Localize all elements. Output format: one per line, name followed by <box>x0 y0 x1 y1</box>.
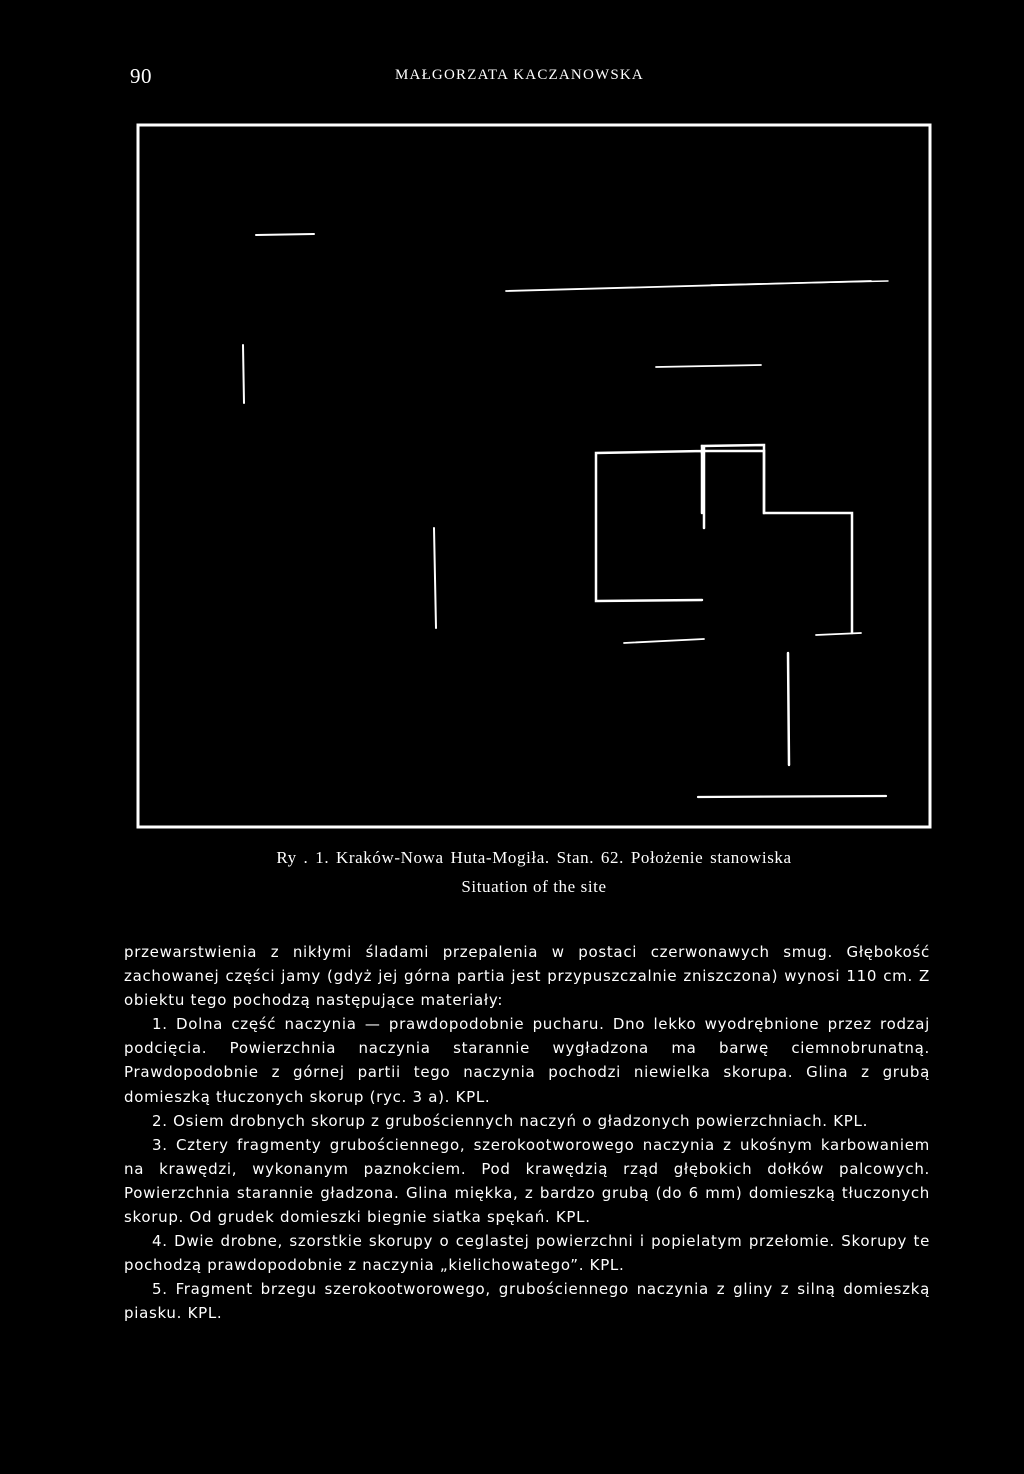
site-plan-drawing <box>136 123 932 829</box>
dash-bottom-right <box>698 796 886 797</box>
paragraph-item-2: 2. Osiem drobnych skorup z grubościennych naczyń o gładzonych powierzchniach. KPL. <box>152 1111 869 1130</box>
figure-caption-polish: Ry . 1. Kraków-Nowa Huta-Mogiła. Stan. 62. Położenie stanowiska <box>276 848 792 867</box>
page-header <box>0 64 1024 88</box>
frame <box>138 125 930 827</box>
paragraph-item-1: 1. Dolna część naczynia — prawdopodobnie pucharu. Dno lekko wyodrębnione przez rodzaj podcięcia. Powierzchnia naczynia starannie wygładzona ma barwę ciemnobrunatną. Prawdopodobnie z górnej partii tego naczynia pochodzi niewielka skorupa. Glina z grubą domieszką tłuczonych skorup (ryc. 3 a). KPL. <box>124 1015 930 1106</box>
vertical-lower-right <box>788 653 789 765</box>
dash-lower-1 <box>624 639 704 643</box>
dash-lower-2 <box>816 633 861 635</box>
dash-middle <box>656 365 761 367</box>
paragraph-item-4: 4. Dwie drobne, szorstkie skorupy o ceglastej powierzchni i popielatym przełomie. Skorupy te pochodzą prawdopodobnie z naczynia „kielichowatego”. KPL. <box>124 1232 930 1275</box>
vertical-middle <box>434 528 436 628</box>
vertical-left-short <box>243 345 244 403</box>
page-number: 90 <box>130 64 152 88</box>
running-head: MAŁGORZATA KACZANOWSKA <box>395 67 644 83</box>
site-plan-figure <box>136 123 932 829</box>
paragraph-item-5: 5. Fragment brzegu szerokootworowego, grubościennego naczynia z gliny z silną domieszką piasku. KPL. <box>124 1280 930 1323</box>
paragraph-intro: przewarstwienia z nikłymi śladami przepalenia w postaci czerwonawych smug. Głębokość zachowanej części jamy (gdyż jej górna partia jest przypuszczalnie zniszczona) wynosi 110 cm. Z obiektu tego pochodzą następujące materiały: <box>124 943 930 1010</box>
pit-upper-arm <box>702 445 764 513</box>
line-long-2 <box>711 281 888 285</box>
pit-outline-cross <box>596 446 852 633</box>
paragraph-item-3: 3. Cztery fragmenty grubościennego, szerokootworowego naczynia z ukośnym karbowaniem na krawędzi, wykonanym paznokciem. Pod krawędzią rząd głębokich dołków palcowych. Powierzchnia starannie gładzona. Glina miękka, z bardzo grubą (do 6 mm) domieszką tłuczonych skorup. Od grudek domieszki biegnie siatka spękań. KPL. <box>124 1135 930 1227</box>
body-text <box>124 940 930 1326</box>
dash-top-left <box>256 234 314 235</box>
figure-caption-english: Situation of the site <box>461 877 607 896</box>
